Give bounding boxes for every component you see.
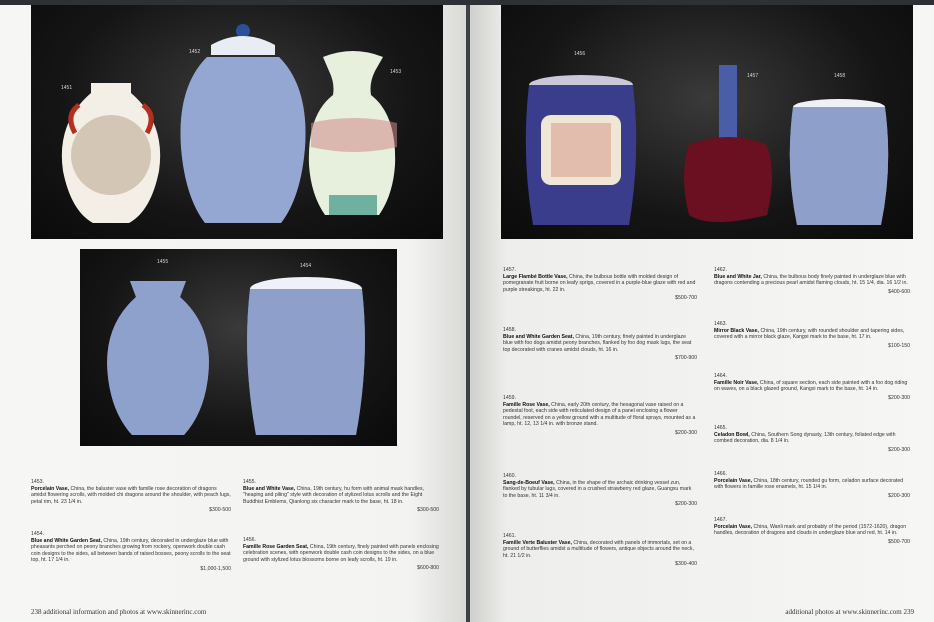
lot-number: 1459.: [503, 395, 516, 401]
lot-estimate: $600-800: [417, 565, 439, 572]
vase-1451: [62, 83, 160, 223]
lot-entry-1454: [31, 531, 231, 573]
lot-estimate: $200-300: [675, 501, 697, 508]
lot-estimate: $200-300: [675, 429, 697, 436]
lot-title: Porcelain Vase,: [31, 485, 70, 492]
lot-title: Celadon Bowl,: [714, 431, 750, 438]
lot-title: Famille Rose Garden Seat,: [243, 543, 309, 550]
lot-description: China, in the shape of the archaic drinking vessel zun, flanked by tubular lugs, covered in a crushed strawberry red glaze, Guangxu mark to the base, ht. 11 3/4 in.: [503, 479, 692, 499]
lot-estimate: $500-700: [888, 538, 910, 545]
lot-number: 1457.: [503, 267, 516, 273]
lot-description: China, 19th century, hu form with animal mask handles, "heaping and piling" style with decoration of stylized lotus scrolls and the Eight Buddhist Emblems, Qianlong six character mark to the base, ht. 18 in.: [243, 485, 424, 505]
page-folio-right: additional photos at www.skinnerinc.com 239: [785, 608, 914, 616]
lot-number: 1463.: [714, 321, 727, 327]
lot-estimate: $300-500: [417, 507, 439, 514]
lot-estimate: $100-150: [888, 342, 910, 349]
lot-label: 1453: [390, 69, 402, 75]
lot-title: Sang-de-Boeuf Vase,: [503, 479, 555, 486]
lot-description: China, the bulbous bottle with molded design of pomegranate fruit borne on leafy sprigs, covered in a purple-blue glaze with red and purple streakings, ht. 22 in.: [503, 273, 696, 293]
lot-entry-1465: [714, 425, 910, 453]
vase-1452: [181, 24, 306, 223]
lot-label: 1455: [157, 259, 169, 265]
lot-estimate: $400-600: [888, 288, 910, 295]
lot-label: 1457: [747, 73, 759, 79]
lot-estimate: $300-500: [209, 507, 231, 514]
lot-title: Blue and White Garden Seat,: [503, 333, 574, 340]
lot-description: China, Wanli mark and probably of the period (1572-1620), dragon handles, decoration of dragons and clouds in underglaze blue and red, ht. 14 in.: [714, 523, 907, 537]
lot-description: China, 19th century, decorated in underglaze blue with pheasants perched on peony branches growing from rockery, openwork double cash coin designs to the sides, all between bands of raised bosses, peony scrolls to the seat top, ht. 17 1/4 in.: [31, 537, 231, 564]
lot-label: 1458: [834, 73, 846, 79]
lot-title: Porcelain Vase,: [714, 477, 753, 484]
lot-entry-1456: [243, 537, 439, 572]
lot-number: 1453.: [31, 479, 44, 485]
lot-entry-1464: [714, 373, 910, 401]
lot-estimate: $200-300: [888, 394, 910, 401]
lot-description: China, the baluster vase with famille rose decoration of dragons amidst flowering scrolls, with molded chi dragons around the shoulder, with peach lugs, petal rim, ht. 23 1/4 in.: [31, 485, 231, 505]
vase-1457: [684, 65, 772, 222]
lot-title: Mirror Black Vase,: [714, 327, 759, 334]
lot-label: 1456: [574, 51, 586, 57]
lot-description: China, decorated with panels of immortals, set on a ground of butterflies amidst a multitude of flowers, antique objects around the neck, ht. 21 1/2 in.: [503, 539, 694, 559]
lot-entry-1461: [503, 533, 697, 568]
lot-label: 1452: [189, 49, 201, 55]
photo-lots-1451-1453[interactable]: [31, 5, 443, 239]
lot-entry-1459: [503, 395, 697, 437]
lot-description: China, the bulbous body finely painted in underglaze blue with dragons contending a precious pearl amidst flaming clouds, ht. 15 1/4, dia. 16 1/2 in.: [714, 273, 908, 287]
lot-entry-1455: [243, 479, 439, 514]
lot-number: 1456.: [243, 537, 256, 543]
lot-estimate: $300-400: [675, 561, 697, 568]
lot-entry-1453: [31, 479, 231, 514]
lot-title: Blue and White Garden Seat,: [31, 537, 102, 544]
lot-description: China, of square section, each side painted with a foo dog riding on waves, on a black glazed ground, Kangxi mark to the base, ht. 14 in.: [714, 379, 908, 393]
lot-estimate: $200-300: [888, 492, 910, 499]
vases-illustration: [80, 249, 397, 446]
photo-lots-1454-1455[interactable]: [80, 249, 397, 446]
left-page: [0, 5, 466, 622]
lot-entry-1460: [503, 473, 697, 508]
lot-number: 1462.: [714, 267, 727, 273]
lot-description: China, 19th century, with rounded shoulder and tapering sides, covered with a mirror black glaze, Kangxi mark to the base, ht. 17 in.: [714, 327, 905, 341]
vases-illustration: [501, 5, 913, 239]
lot-label: 1454: [300, 263, 312, 269]
lot-description: China, 19th century, finely painted with panels enclosing celebration scenes, with openwork double cash coin designs to the sides, on a blue ground with stylized lotus blossoms borne on leafy scrolls, ht. 19 in.: [243, 543, 439, 563]
vase-1453: [309, 51, 397, 215]
lot-number: 1455.: [243, 479, 256, 485]
lot-entry-1458: [503, 327, 697, 362]
lot-title: Famille Noir Vase,: [714, 379, 759, 386]
lot-title: Large Flambé Bottle Vase,: [503, 273, 568, 280]
lot-entry-1457: [503, 267, 697, 302]
page-folio-left: 238 additional information and photos at www.skinnerinc.com: [31, 608, 207, 616]
lot-title: Famille Verte Baluster Vase,: [503, 539, 572, 546]
lot-entry-1462: [714, 267, 910, 295]
garden-seat-1458: [790, 99, 888, 225]
lot-title: Famille Rose Vase,: [503, 401, 550, 408]
photo-lots-1456-1458[interactable]: [501, 5, 913, 239]
lot-entry-1466: [714, 471, 910, 499]
garden-seat-1454: [247, 277, 365, 435]
vases-illustration: [31, 5, 443, 239]
lot-number: 1460.: [503, 473, 516, 479]
lot-title: Blue and White Vase,: [243, 485, 296, 492]
lot-entry-1467: [714, 517, 910, 545]
vase-1455: [107, 281, 209, 435]
right-page: [470, 5, 934, 622]
lot-number: 1458.: [503, 327, 516, 333]
lot-description: China, 18th century, rounded gu form, celadon surface decorated with flowers in famille rose enamels, ht. 15 1/4 in.: [714, 477, 904, 491]
lot-title: Blue and White Jar,: [714, 273, 762, 280]
lot-estimate: $500-700: [675, 295, 697, 302]
lot-number: 1464.: [714, 373, 727, 379]
lot-description: China, Southern Song dynasty, 13th century, foliated edge with combed decoration, dia. 8 1/4 in.: [714, 431, 896, 445]
lot-entry-1463: [714, 321, 910, 349]
lot-title: Porcelain Vase,: [714, 523, 753, 530]
lot-estimate: $700-900: [675, 355, 697, 362]
lot-description: China, early 20th century, the hexagonal vase raised on a pedestal foot, each side with reticulated design of a panel enclosing a flower roundel, reserved on a yellow ground with a multitude of floral sprays, mounted as a lamp, ht. 12, 13 1/4 in. with bronze stand.: [503, 401, 696, 428]
lot-estimate: $200-300: [888, 446, 910, 453]
garden-seat-1456: [526, 75, 636, 225]
lot-number: 1466.: [714, 471, 727, 477]
lot-number: 1467.: [714, 517, 727, 523]
lot-number: 1454.: [31, 531, 44, 537]
lot-number: 1461.: [503, 533, 516, 539]
lot-label: 1451: [61, 85, 73, 91]
lot-description: China, 19th century, finely painted in underglaze blue with foo dogs amidst peony branches, flanked by foo dog mask lugs, the seat top decorated with cranes amidst clouds, ht. 16 in.: [503, 333, 692, 353]
lot-number: 1465.: [714, 425, 727, 431]
lot-estimate: $1,000-1,500: [200, 565, 231, 572]
